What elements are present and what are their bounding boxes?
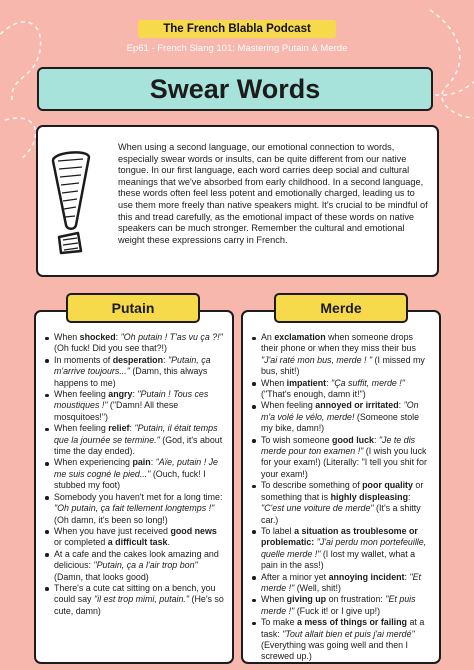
- putain-item-text: or completed: [54, 537, 108, 548]
- putain-item-text: .: [167, 537, 170, 548]
- putain-item-text: (Damn, that looks good): [54, 571, 149, 582]
- merde-item-text: when someone drops their phone or when they miss their bus: [261, 332, 416, 354]
- merde-list-item: [251, 332, 431, 378]
- putain-item-text: There's a cute cat sitting on a bench, you could say: [54, 582, 216, 605]
- merde-item-text: (I lost my wallet, what a pain in the ass!): [261, 548, 416, 571]
- putain-item-text: :: [115, 332, 121, 342]
- merde-item-text: exclamation: [274, 332, 326, 342]
- putain-item-text: angry: [108, 389, 133, 400]
- merde-item-text: An: [261, 332, 275, 342]
- merde-item-text: at a task:: [261, 617, 425, 639]
- putain-item-text: (God, it's about time the day ended).: [54, 434, 223, 457]
- putain-list-item: [44, 526, 224, 549]
- merde-item-text: "J'ai perdu mon portefeuille, quelle merde !": [261, 537, 427, 559]
- putain-item-text: desperation: [112, 354, 164, 365]
- merde-list-item: [251, 378, 431, 401]
- merde-item-text: To describe something of: [261, 480, 363, 491]
- merde-item-text: a situation as troublesome or problematic:: [261, 525, 418, 548]
- merde-item-text: giving up: [286, 594, 327, 605]
- merde-list-item: [251, 617, 431, 663]
- merde-item-text: (Everything was going well and then I screwed up.): [261, 639, 409, 662]
- putain-item-text: When experiencing: [54, 457, 133, 468]
- episode-subtitle: Ep61 - French Slang 101: Mastering Putain & Merde: [126, 43, 348, 54]
- merde-item-text: :: [326, 377, 332, 388]
- merde-item-text: To wish someone: [261, 434, 333, 445]
- merde-item-text: :: [404, 571, 410, 582]
- putain-item-text: (He's so cute, damn): [54, 594, 224, 616]
- page-title: Swear Words: [37, 67, 433, 111]
- putain-item-text: "Putain, ça m'arrive toujours...": [54, 354, 211, 377]
- merde-list: [251, 332, 431, 663]
- merde-list-item: [251, 572, 431, 595]
- putain-item-text: "Aïe, putain ! Je me suis cogné le pied...": [54, 457, 218, 479]
- putain-item-text: pain: [132, 457, 151, 468]
- merde-list-item: [251, 480, 431, 526]
- merde-list-item: [251, 435, 431, 481]
- merde-item-text: on frustration:: [326, 594, 386, 605]
- merde-list-item: [251, 400, 431, 434]
- merde-item-text: highly displeasing: [330, 491, 408, 502]
- merde-list-item: [251, 526, 431, 572]
- merde-item-text: To make: [261, 617, 298, 628]
- putain-list-item: [44, 423, 224, 457]
- merde-item-text: impatient: [286, 377, 327, 388]
- putain-item-text: (Damn, this always happens to me): [54, 366, 208, 388]
- putain-item-text: :: [150, 457, 156, 468]
- putain-item-text: At a cafe and the cakes look amazing and delicious:: [54, 548, 219, 571]
- merde-item-text: "J'ai raté mon bus, merde ! ": [261, 354, 373, 365]
- merde-item-text: annoyed or irritated: [315, 400, 399, 411]
- putain-item-text: ("Damn! All these mosquitoes!"): [54, 400, 179, 422]
- putain-list-item: [44, 389, 224, 423]
- merde-item-text: When feeling: [261, 400, 316, 411]
- merde-item-text: After a minor yet: [261, 571, 329, 582]
- merde-item-text: poor quality: [362, 480, 413, 491]
- putain-item-text: "Putain, ça a l'air trop bon": [93, 560, 198, 571]
- putain-list-item: [44, 583, 224, 617]
- putain-list-item: [44, 332, 224, 355]
- putain-item-text: When feeling: [54, 389, 109, 400]
- putain-item-text: Somebody you haven't met for a long time:: [54, 491, 223, 502]
- putain-item-text: "Putain ! Tous ces moustiques !": [54, 389, 209, 411]
- putain-list-item: [44, 457, 224, 491]
- merde-item-text: ("That's enough, damn it!"): [261, 389, 366, 400]
- putain-item-text: (Oh fuck! Did you see that?!): [54, 343, 167, 354]
- putain-item-text: (Oh damn, it's been so long!): [54, 514, 168, 525]
- putain-item-text: (Ouch, fuck! I stubbed my foot): [54, 468, 206, 491]
- putain-item-text: :: [163, 354, 168, 365]
- merde-heading: Merde: [274, 293, 408, 323]
- putain-item-text: When: [54, 332, 80, 342]
- putain-item-text: "Oh putain ! T'as vu ça ?!": [120, 332, 223, 342]
- merde-item-text: When: [261, 377, 287, 388]
- merde-item-text: "On m'a volé le vélo, merde!: [261, 400, 419, 422]
- merde-item-text: or something that is: [261, 480, 424, 502]
- merde-item-text: "Tout allait bien et puis j'ai merdé": [282, 628, 415, 639]
- merde-item-text: good luck: [332, 434, 374, 445]
- merde-item-text: (Well, shit!): [294, 582, 341, 593]
- putain-item-text: :: [132, 389, 138, 400]
- putain-item-text: When you have just received: [54, 525, 171, 536]
- merde-item-text: When: [261, 594, 287, 605]
- putain-item-text: When feeling: [54, 423, 109, 434]
- putain-heading: Putain: [66, 293, 200, 323]
- putain-item-text: relief: [108, 423, 130, 434]
- merde-item-text: a mess of things or failing: [297, 617, 407, 628]
- putain-list-item: [44, 355, 224, 389]
- merde-panel: [241, 310, 441, 664]
- merde-item-text: :: [373, 434, 379, 445]
- intro-paragraph: When using a second language, our emotional connection to words, especially swear words or insults, can be quite different from our native tongue. In our first language, each word carries deep social and cultural meanings that we've absorbed from early childhood. In a second language, these words often feel less potent and emotionally charged, leading us to use them more freely than native speakers might. It's crucial to be mindful of this and tread carefully, as the emotional impact of these words on native speakers can be much stronger. Remember the cultural and emotional weight these expressions carry in French.: [118, 142, 428, 245]
- merde-item-text: "Ça suffit, merde !": [331, 377, 405, 388]
- putain-item-text: "Oh putain, ça fait tellement longtemps !": [54, 503, 215, 514]
- merde-item-text: (Fuck it! or I give up!): [294, 605, 381, 616]
- putain-item-text: good news: [170, 525, 217, 536]
- merde-item-text: (I missed my bus, shit!): [261, 354, 425, 377]
- putain-panel: [34, 310, 234, 664]
- merde-item-text: "Je te dis merde pour ton examen !": [261, 434, 416, 457]
- merde-item-text: "Et puis merde !": [261, 594, 416, 616]
- merde-item-text: (I wish you luck for your exam!) (Literally: "I tell you shit for your exam!): [261, 446, 427, 479]
- putain-list-item: [44, 492, 224, 526]
- putain-item-text: a difficult task: [107, 537, 168, 548]
- merde-list-item: [251, 594, 431, 617]
- intro-panel: [36, 125, 439, 277]
- putain-item-text: shocked: [79, 332, 116, 342]
- putain-item-text: "il est trop mimi, putain.": [93, 594, 190, 605]
- merde-item-text: :: [398, 400, 404, 411]
- exclamation-mark-icon: [50, 147, 92, 255]
- merde-item-text: "C'est une voiture de merde": [261, 503, 374, 514]
- podcast-name-badge: The French Blabla Podcast: [138, 20, 336, 38]
- merde-item-text: :: [408, 491, 411, 502]
- putain-item-text: "Putain, il était temps que la journée se termine.": [54, 423, 218, 445]
- putain-list-item: [44, 549, 224, 583]
- merde-item-text: annoying incident: [328, 571, 405, 582]
- putain-list: [44, 332, 224, 617]
- putain-item-text: :: [129, 423, 135, 434]
- merde-item-text: (Someone stole my bike, damn!): [261, 411, 420, 434]
- merde-item-text: To label: [261, 525, 295, 536]
- merde-item-text: "Et merde !": [261, 571, 421, 593]
- merde-item-text: (It's a shitty car.): [261, 503, 421, 525]
- putain-item-text: In moments of: [54, 354, 113, 365]
